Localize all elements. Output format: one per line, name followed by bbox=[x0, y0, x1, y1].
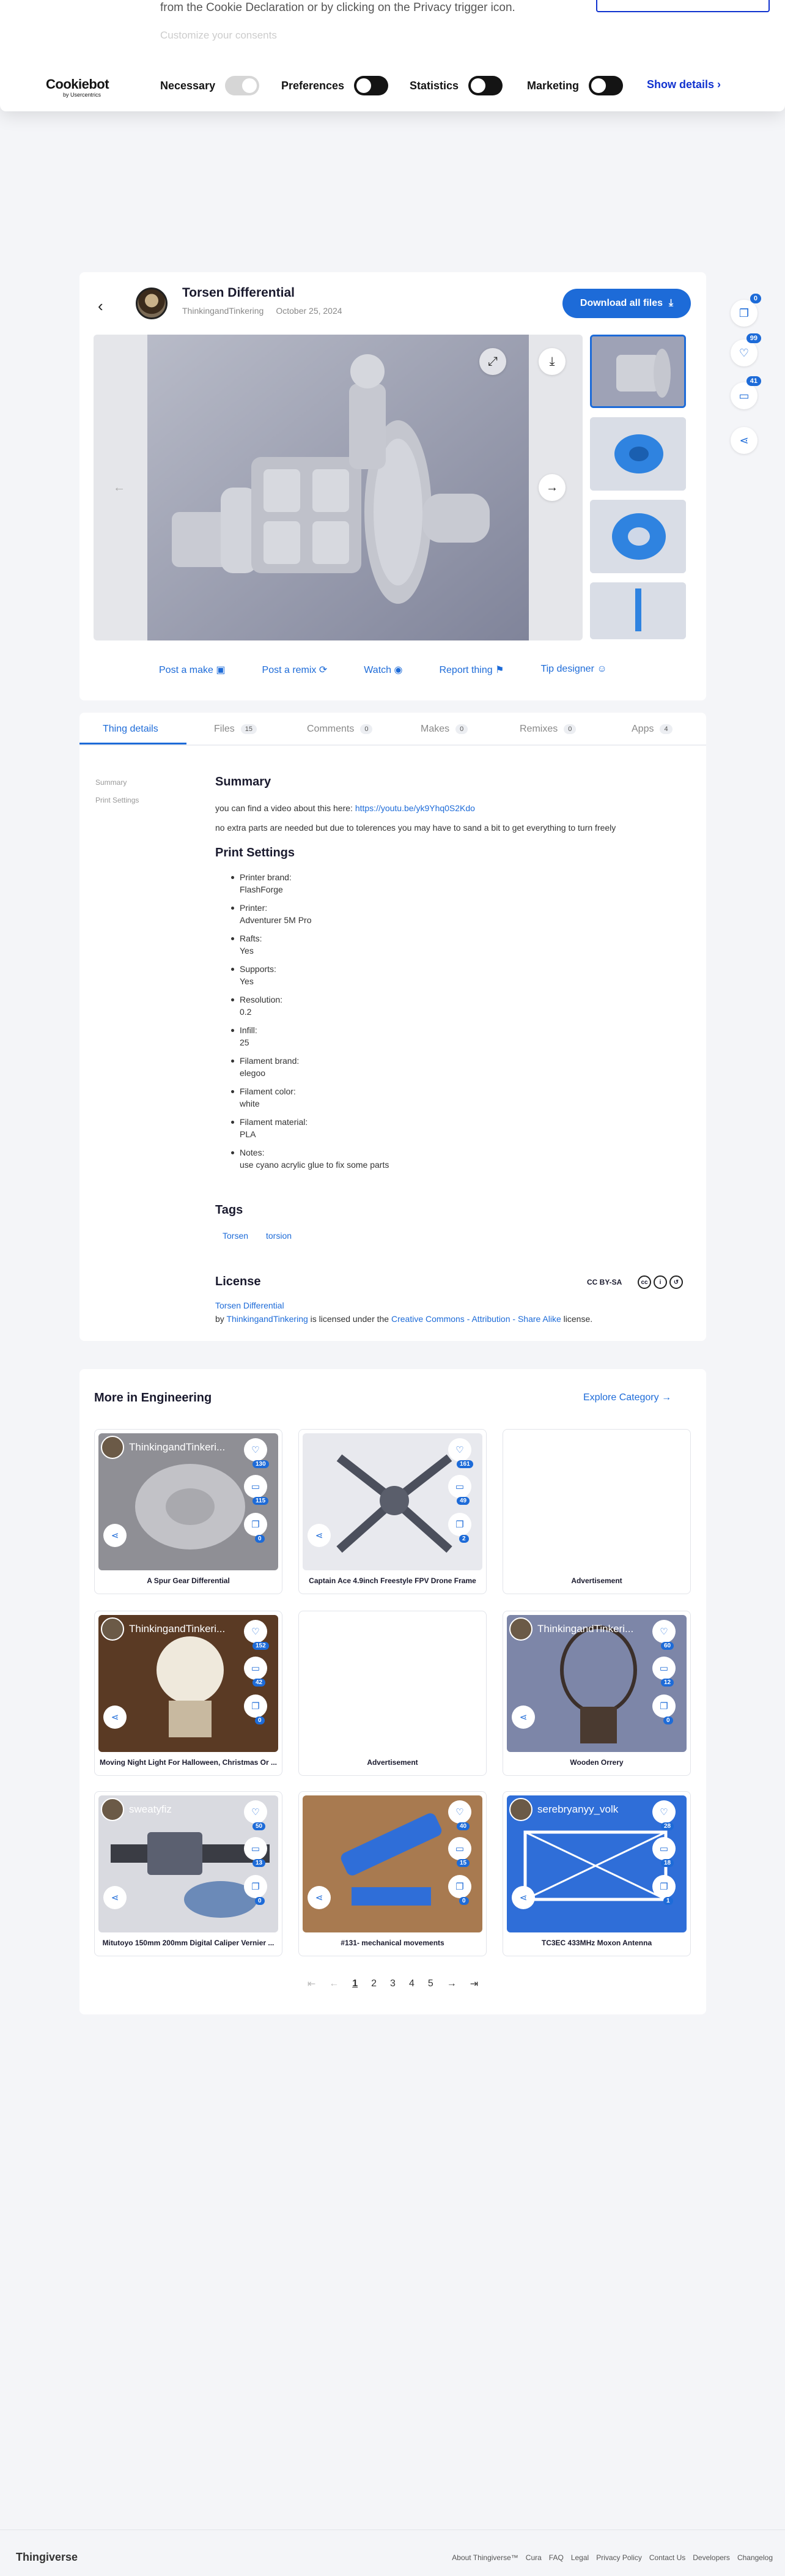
page-2[interactable]: 2 bbox=[371, 1978, 377, 1989]
thing-card-title[interactable]: Captain Ace 4.9inch Freestyle FPV Drone Frame bbox=[309, 1576, 476, 1585]
license-author-link[interactable]: ThinkingandTinkering bbox=[226, 1314, 308, 1324]
collection-icon: ▭ bbox=[251, 1844, 260, 1854]
remix-button[interactable] bbox=[652, 1875, 676, 1898]
collect-button[interactable] bbox=[244, 1657, 267, 1680]
like-count-badge: 99 bbox=[746, 333, 761, 343]
like-count: 152 bbox=[252, 1642, 269, 1650]
advertisement-card bbox=[298, 1611, 487, 1776]
thing-title: Torsen Differential bbox=[182, 286, 295, 300]
collection-icon: ▭ bbox=[659, 1844, 669, 1854]
watch-link[interactable]: Watch ◉ bbox=[364, 665, 403, 675]
cookie-faint-text: Customize your consents bbox=[160, 29, 277, 41]
remix-count: 0 bbox=[459, 1897, 469, 1905]
next-image-button[interactable] bbox=[539, 474, 566, 501]
remix-icon: ❐ bbox=[251, 1701, 260, 1712]
by-icon: i bbox=[654, 1275, 667, 1289]
thing-tabs bbox=[79, 713, 706, 744]
nav-summary[interactable]: Summary bbox=[95, 778, 127, 787]
tab-remixes[interactable]: Remixes 0 bbox=[520, 724, 576, 735]
thing-card-title[interactable]: A Spur Gear Differential bbox=[147, 1576, 230, 1585]
thing-card bbox=[79, 272, 706, 700]
related-thing-card[interactable] bbox=[298, 1429, 487, 1594]
thing-details-panel bbox=[79, 744, 706, 1341]
differential-model-image bbox=[147, 335, 529, 640]
card-user[interactable] bbox=[101, 1617, 225, 1641]
remix-count: 1 bbox=[663, 1897, 673, 1905]
prev-image-button[interactable] bbox=[106, 474, 133, 501]
explore-category-link[interactable]: Explore Category → bbox=[583, 1392, 672, 1403]
setting-item: Printer brand: FlashForge bbox=[240, 871, 389, 896]
toggle-necessary bbox=[160, 76, 259, 95]
like-count: 60 bbox=[661, 1642, 674, 1650]
expand-icon: ⤢ bbox=[488, 354, 498, 368]
remix-count: 0 bbox=[663, 1717, 673, 1724]
footer bbox=[0, 2530, 785, 2576]
heart-icon: ♡ bbox=[251, 1627, 260, 1637]
report-link[interactable]: Report thing ⚑ bbox=[439, 665, 504, 675]
cookiebot-logo: Cookiebot bbox=[46, 76, 109, 92]
author-avatar[interactable] bbox=[136, 288, 168, 319]
collection-icon: ▭ bbox=[455, 1844, 465, 1854]
thing-card-title[interactable]: Mitutoyo 150mm 200mm Digital Caliper Vernier ... bbox=[102, 1939, 275, 1947]
license-heading: License bbox=[215, 1275, 261, 1288]
like-count: 28 bbox=[661, 1822, 674, 1830]
summary-text: you can find a video about this here: https://youtu.be/yk9Yhq0S2Kdo bbox=[215, 803, 475, 813]
setting-item: Notes: use cyano acrylic glue to fix some parts bbox=[240, 1148, 389, 1170]
card-username: ThinkingandTinkeri... bbox=[129, 1623, 226, 1635]
toggle-switch-marketing[interactable] bbox=[589, 76, 623, 95]
more-heading: More in Engineering bbox=[94, 1391, 212, 1405]
remix-icon: ❐ bbox=[455, 1520, 464, 1530]
tab-apps[interactable]: Apps 4 bbox=[632, 724, 673, 735]
remix-button[interactable] bbox=[244, 1513, 267, 1536]
thing-card-title[interactable]: Moving Night Light For Halloween, Christmas Or ... bbox=[99, 1758, 277, 1767]
like-count: 50 bbox=[252, 1822, 265, 1830]
fullscreen-button[interactable] bbox=[479, 348, 506, 375]
tab-thing-details[interactable]: Thing details bbox=[103, 724, 158, 734]
cookie-text: from the Cookie Declaration or by clicking on the Privacy trigger icon. bbox=[160, 1, 515, 14]
heart-icon: ♡ bbox=[660, 1807, 668, 1817]
video-link[interactable]: https://youtu.be/yk9Yhq0S2Kdo bbox=[355, 803, 475, 813]
toggle-label: Marketing bbox=[527, 79, 580, 92]
card-user[interactable] bbox=[101, 1436, 225, 1459]
tags-heading: Tags bbox=[215, 1203, 243, 1217]
post-remix-link[interactable]: Post a remix ⟳ bbox=[262, 665, 328, 675]
share-button[interactable] bbox=[512, 1706, 535, 1729]
remix-count: 2 bbox=[459, 1535, 469, 1543]
heart-icon: ♡ bbox=[455, 1807, 464, 1817]
remix-icon: ⟳ bbox=[319, 665, 328, 675]
arrow-right-icon: → bbox=[662, 1392, 672, 1403]
comment-icon: ❐ bbox=[739, 306, 750, 319]
setting-item: Filament brand: elegoo bbox=[240, 1055, 389, 1079]
collect-count: 49 bbox=[457, 1497, 470, 1505]
toggle-label: Statistics bbox=[410, 79, 459, 92]
thumbnail-2[interactable] bbox=[590, 417, 686, 491]
share-icon: ⋖ bbox=[519, 1712, 528, 1723]
summary-note: no extra parts are needed but due to tolerences you may have to sand a bit to get everything to turn freely bbox=[215, 823, 616, 833]
advertisement-card bbox=[503, 1429, 691, 1594]
prev-page-icon[interactable]: ← bbox=[329, 1978, 339, 1989]
tip-designer-link[interactable]: Tip designer ☺ bbox=[540, 664, 607, 674]
collection-icon: ▭ bbox=[251, 1482, 260, 1492]
eye-icon: ◉ bbox=[394, 665, 403, 675]
collection-icon: ▭ bbox=[251, 1663, 260, 1674]
back-arrow-icon[interactable]: ‹ bbox=[98, 297, 103, 315]
share-button[interactable] bbox=[308, 1886, 331, 1909]
thumbnail-4[interactable] bbox=[590, 582, 686, 639]
cookie-action-button[interactable] bbox=[596, 0, 770, 12]
comment-count-badge: 0 bbox=[750, 294, 761, 303]
setting-item: Resolution: 0.2 bbox=[240, 993, 389, 1018]
pagination bbox=[79, 1978, 706, 1990]
card-user[interactable] bbox=[509, 1798, 618, 1821]
share-side-button[interactable] bbox=[731, 427, 757, 454]
share-button[interactable] bbox=[103, 1706, 127, 1729]
thing-card-title: Advertisement bbox=[571, 1576, 622, 1585]
related-thing-card[interactable] bbox=[94, 1429, 282, 1594]
tab-makes[interactable]: Makes 0 bbox=[421, 724, 468, 735]
like-side-button[interactable] bbox=[731, 335, 757, 366]
remix-button[interactable] bbox=[652, 1694, 676, 1718]
setting-item: Filament color: white bbox=[240, 1085, 389, 1110]
heart-icon: ♡ bbox=[251, 1807, 260, 1817]
tag-torsen[interactable]: Torsen bbox=[223, 1231, 249, 1241]
like-button[interactable] bbox=[652, 1800, 676, 1824]
show-details-link[interactable]: Show details › bbox=[647, 78, 721, 91]
collect-button[interactable] bbox=[448, 1475, 471, 1498]
footer-link[interactable]: Legal bbox=[570, 2553, 589, 2562]
license-thing-link: Torsen Differential bbox=[215, 1301, 284, 1310]
thing-card-title[interactable]: Wooden Orrery bbox=[570, 1758, 624, 1767]
next-page-icon[interactable]: → bbox=[446, 1978, 457, 1989]
thumb-differential-image bbox=[592, 336, 686, 408]
toggle-statistics[interactable] bbox=[410, 76, 503, 95]
avatar bbox=[101, 1798, 124, 1821]
setting-item: Rafts: Yes bbox=[240, 932, 389, 957]
collect-button[interactable] bbox=[244, 1475, 267, 1498]
download-all-button[interactable]: Download all files ⤓ bbox=[562, 289, 691, 318]
related-thing-card[interactable] bbox=[503, 1611, 691, 1776]
like-button[interactable] bbox=[244, 1620, 267, 1643]
smile-icon: ☺ bbox=[597, 664, 607, 674]
collect-count: 42 bbox=[252, 1679, 265, 1687]
share-icon: ⋖ bbox=[315, 1893, 323, 1903]
collect-side-button[interactable] bbox=[731, 377, 757, 409]
like-button[interactable] bbox=[652, 1620, 676, 1643]
like-button[interactable] bbox=[244, 1800, 267, 1824]
related-thing-card[interactable] bbox=[298, 1791, 487, 1956]
remix-button[interactable] bbox=[244, 1694, 267, 1718]
card-username: sweatyfiz bbox=[129, 1803, 172, 1815]
footer-link[interactable]: Developers bbox=[693, 2553, 730, 2562]
heart-icon: ♡ bbox=[660, 1627, 668, 1637]
cc-icon: cc bbox=[638, 1275, 651, 1289]
card-username: ThinkingandTinkeri... bbox=[129, 1441, 226, 1453]
collect-count: 13 bbox=[252, 1859, 265, 1867]
license-code: CC BY-SA bbox=[587, 1278, 622, 1286]
tab-comments[interactable]: Comments 0 bbox=[307, 724, 372, 735]
thing-card-title: Advertisement bbox=[367, 1758, 418, 1767]
setting-item: Printer: Adventurer 5M Pro bbox=[240, 902, 389, 926]
related-thing-card[interactable] bbox=[503, 1791, 691, 1956]
thing-meta bbox=[182, 306, 342, 316]
footer-link[interactable]: Cura bbox=[525, 2553, 542, 2562]
setting-item: Filament material: PLA bbox=[240, 1116, 389, 1140]
share-button[interactable] bbox=[308, 1524, 331, 1547]
publish-date: October 25, 2024 bbox=[276, 306, 342, 316]
footer-link[interactable]: FAQ bbox=[548, 2553, 564, 2562]
share-icon: ⋖ bbox=[111, 1531, 119, 1541]
license-text: by ThinkingandTinkering is licensed under the Creative Commons - Attribution - Share Alike license. bbox=[215, 1314, 593, 1324]
footer-logo[interactable]: Thingiverse bbox=[16, 2551, 78, 2563]
sa-icon: ↺ bbox=[669, 1275, 683, 1289]
print-settings-heading: Print Settings bbox=[215, 846, 295, 859]
first-page-icon[interactable]: ⇤ bbox=[307, 1979, 316, 1989]
summary-heading: Summary bbox=[215, 775, 271, 789]
toggle-switch-necessary bbox=[225, 76, 259, 95]
collection-icon: ▭ bbox=[739, 389, 750, 402]
arrow-left-icon: ← bbox=[113, 480, 125, 494]
page-1[interactable]: 1 bbox=[352, 1978, 358, 1989]
share-button[interactable] bbox=[103, 1524, 127, 1547]
avatar bbox=[509, 1617, 533, 1641]
remix-button[interactable] bbox=[244, 1875, 267, 1898]
remix-button[interactable] bbox=[448, 1875, 471, 1898]
heart-icon: ♡ bbox=[455, 1445, 464, 1455]
collection-icon: ▭ bbox=[455, 1482, 465, 1492]
thing-card-title[interactable]: TC3EC 433MHz Moxon Antenna bbox=[541, 1939, 652, 1947]
heart-icon: ♡ bbox=[739, 346, 750, 359]
remix-count: 0 bbox=[255, 1717, 265, 1724]
remix-icon: ❐ bbox=[660, 1701, 668, 1712]
page-3[interactable]: 3 bbox=[390, 1978, 396, 1989]
like-button[interactable] bbox=[448, 1800, 471, 1824]
footer-link[interactable]: Privacy Policy bbox=[596, 2553, 642, 2562]
card-user[interactable] bbox=[509, 1617, 633, 1641]
cookie-banner bbox=[0, 0, 785, 111]
setting-item: Supports: Yes bbox=[240, 963, 389, 987]
collect-button[interactable] bbox=[652, 1837, 676, 1860]
page-5[interactable]: 5 bbox=[427, 1978, 433, 1989]
nav-print-settings[interactable]: Print Settings bbox=[95, 796, 139, 804]
author-link[interactable]: ThinkingandTinkering bbox=[182, 306, 264, 316]
flag-icon: ⚑ bbox=[495, 665, 504, 675]
thumb-bevel-gear-image bbox=[590, 500, 686, 573]
avatar bbox=[509, 1798, 533, 1821]
collect-count-badge: 41 bbox=[746, 376, 761, 386]
share-icon: ⋖ bbox=[519, 1893, 528, 1903]
toggle-switch-preferences[interactable] bbox=[354, 76, 388, 95]
tag-torsion[interactable]: torsion bbox=[266, 1231, 292, 1241]
toggle-switch-statistics[interactable] bbox=[468, 76, 503, 95]
collect-button[interactable] bbox=[244, 1837, 267, 1860]
remix-count: 0 bbox=[255, 1535, 265, 1543]
heart-icon: ♡ bbox=[251, 1445, 260, 1455]
footer-link[interactable]: Contact Us bbox=[649, 2553, 686, 2562]
tab-files[interactable]: Files 15 bbox=[214, 724, 257, 735]
remix-icon: ❐ bbox=[660, 1882, 668, 1892]
thumbnail-3[interactable] bbox=[590, 500, 686, 573]
license-name-link[interactable]: Creative Commons - Attribution - Share Alike bbox=[391, 1314, 561, 1324]
cookiebot-logo-sub: by Usercentrics bbox=[63, 92, 101, 98]
collect-count: 12 bbox=[661, 1679, 674, 1687]
footer-link[interactable]: Changelog bbox=[737, 2553, 773, 2562]
collect-button[interactable] bbox=[652, 1657, 676, 1680]
like-count: 40 bbox=[457, 1822, 470, 1830]
like-count: 130 bbox=[252, 1460, 269, 1468]
share-button[interactable] bbox=[512, 1886, 535, 1909]
share-icon: ⋖ bbox=[315, 1531, 323, 1541]
page-4[interactable]: 4 bbox=[408, 1978, 415, 1989]
download-icon: ⤓ bbox=[669, 298, 674, 308]
toggle-preferences[interactable] bbox=[281, 76, 388, 95]
chevron-right-icon: › bbox=[717, 78, 721, 91]
card-username: ThinkingandTinkeri... bbox=[537, 1623, 634, 1635]
related-thing-card[interactable] bbox=[94, 1611, 282, 1776]
remix-icon: ❐ bbox=[251, 1520, 260, 1530]
collect-count: 15 bbox=[457, 1859, 470, 1867]
collect-button[interactable] bbox=[448, 1837, 471, 1860]
card-username: serebryanyy_volk bbox=[537, 1803, 619, 1815]
toggle-label: Necessary bbox=[160, 79, 216, 92]
thumbnail-1[interactable] bbox=[590, 335, 686, 408]
collection-icon: ▭ bbox=[659, 1663, 669, 1674]
last-page-icon[interactable]: ⇥ bbox=[470, 1979, 479, 1989]
thumb-blue-gear-image bbox=[590, 417, 686, 491]
thing-card-title[interactable]: #131- mechanical movements bbox=[341, 1939, 444, 1947]
thing-actions bbox=[159, 664, 607, 676]
like-button[interactable] bbox=[244, 1438, 267, 1461]
thumb-shaft-image bbox=[590, 582, 686, 639]
toggle-marketing[interactable] bbox=[527, 76, 623, 95]
post-make-link[interactable]: Post a make ▣ bbox=[159, 665, 226, 675]
remix-button[interactable] bbox=[448, 1513, 471, 1536]
footer-links bbox=[452, 2553, 773, 2562]
share-button[interactable] bbox=[103, 1886, 127, 1909]
card-user[interactable] bbox=[101, 1798, 172, 1821]
setting-item: Infill: 25 bbox=[240, 1024, 389, 1049]
print-settings-list bbox=[240, 871, 389, 1177]
remix-icon: ❐ bbox=[251, 1882, 260, 1892]
download-icon: ⤓ bbox=[549, 354, 555, 368]
collect-count: 18 bbox=[661, 1859, 674, 1867]
image-gallery bbox=[94, 335, 583, 640]
cc-license-icons bbox=[638, 1275, 683, 1289]
like-button[interactable] bbox=[448, 1438, 471, 1461]
footer-link[interactable]: About Thingiverse™ bbox=[452, 2553, 518, 2562]
remix-icon: ❐ bbox=[455, 1882, 464, 1892]
share-icon: ⋖ bbox=[739, 434, 749, 447]
like-count: 161 bbox=[457, 1460, 473, 1468]
avatar bbox=[101, 1436, 124, 1459]
collect-count: 115 bbox=[252, 1497, 268, 1505]
more-in-engineering bbox=[79, 1369, 706, 2014]
related-thing-card[interactable] bbox=[94, 1791, 282, 1956]
toggle-label: Preferences bbox=[281, 79, 345, 92]
arrow-right-icon: → bbox=[546, 480, 558, 494]
main-image[interactable] bbox=[147, 335, 529, 640]
share-icon: ⋖ bbox=[111, 1712, 119, 1723]
avatar bbox=[101, 1617, 124, 1641]
download-image-button[interactable] bbox=[539, 348, 566, 375]
share-icon: ⋖ bbox=[111, 1893, 119, 1903]
remix-count: 0 bbox=[255, 1897, 265, 1905]
image-icon: ▣ bbox=[216, 665, 226, 675]
comment-side-button[interactable] bbox=[731, 295, 757, 327]
